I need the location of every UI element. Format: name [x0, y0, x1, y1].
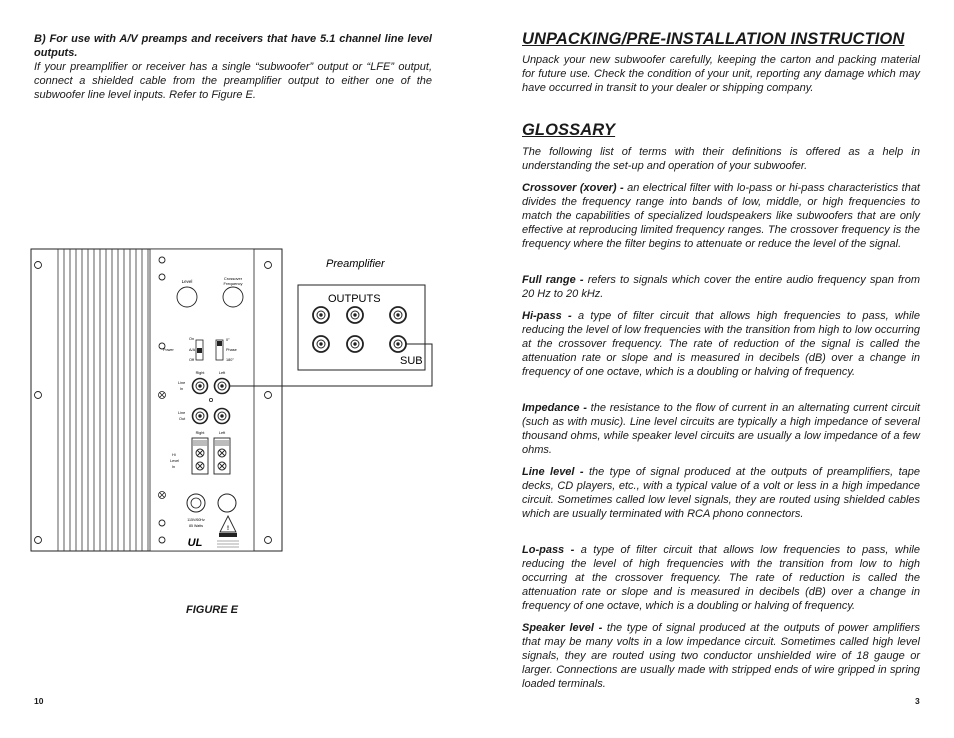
level-label: Level — [181, 279, 193, 284]
outputs-label: OUTPUTS — [328, 293, 381, 305]
glossary-term: Line level - — [522, 466, 584, 478]
unpacking-heading: UNPACKING/PRE-INSTALLATION INSTRUCTION — [522, 30, 905, 48]
glossary-definition: the resistance to the flow of current in an alternating current circuit (such as with music). Line level circuits are typically a high impedance of several thousand ohms, while speaker level circuits are usually a low impedance of a few ohms. — [522, 402, 920, 456]
glossary-entry-lo-pass — [522, 543, 920, 613]
glossary-definition: a type of filter circuit that allows high frequencies to pass, while reducing the level of low frequencies with the transition from high to low occurring at the crossover frequency. The rate of reduction of the signal is called the attenuation rate or slope and is measured in decibels (dB) over a change in frequency of one octave, which is a doubling or halving of frequency. — [522, 310, 920, 378]
warning-exclamation-icon: ! — [227, 526, 229, 532]
glossary-term: Full range - — [522, 274, 584, 286]
glossary-term: Lo-pass - — [522, 544, 575, 556]
glossary-entry-crossover — [522, 181, 920, 251]
page-number-left: 10 — [34, 696, 44, 706]
glossary-entry-speaker-level — [522, 621, 920, 691]
unpacking-body: Unpack your new subwoofer carefully, keeping the carton and packing material for future use. Check the condition of your unit, reporting any damage which may have occurred in transit to your dealer or shipping company. — [522, 54, 920, 94]
glossary-entry-hi-pass — [522, 309, 920, 379]
phase-label: Phase — [226, 348, 237, 352]
hi-left-label: Left — [218, 431, 226, 435]
rating-text: 85 Watts — [188, 524, 204, 528]
hi-in-label: In — [172, 465, 176, 469]
right-label: Right — [195, 371, 205, 375]
ul-logo: UL — [187, 537, 203, 549]
crossover-label: Crossover — [223, 276, 243, 281]
glossary-entry-full-range — [522, 273, 920, 301]
sub-label: SUB — [400, 355, 423, 367]
auto-label: A/A — [189, 348, 196, 352]
glossary-entry-impedance — [522, 401, 920, 457]
intro-body: If your preamplifier or receiver has a single “subwoofer” output or “LFE” output, connect a shielded cable from the preamplifier output to either one of the subwoofer line level inputs. Refer to Figure E. — [34, 61, 432, 101]
line-out-label: Line — [178, 411, 186, 415]
phase-switch-handle — [217, 341, 222, 346]
hi-right-label: Right — [195, 431, 205, 435]
out-label: Out — [179, 417, 186, 421]
glossary-definition: the type of signal produced at the outputs of preamplifiers, tape decks, CD players, etc., with a typical value of a volt or less in a high impedance circuit. Sometimes called low level signals, they are routed using shielded cables which are usually terminated with RCA phono connectors. — [522, 466, 920, 520]
hi-level-label: Level — [170, 459, 180, 463]
power-switch-handle — [197, 348, 202, 353]
glossary-definition: the type of signal produced at the outputs of power amplifiers that may be many volts in a low impedance circuit. Sometimes called high level signals, they are routed using two conductor unshielded wire of 18 gauge or larger. Connections are usually made with stripped ends of wire gripped in spring loaded terminals. — [522, 622, 920, 690]
phase-0-label: 0° — [226, 338, 230, 342]
glossary-term: Crossover (xover) - — [522, 182, 624, 194]
glossary-term: Impedance - — [522, 402, 587, 414]
glossary-intro: The following list of terms with their definitions is offered as a help in understanding the set-up and operation of your subwoofer. — [522, 146, 920, 172]
figure-caption: FIGURE E — [186, 604, 238, 616]
figure-e-diagram — [0, 240, 477, 570]
control-panel — [150, 249, 254, 551]
line-label: Line — [178, 381, 186, 385]
glossary-term: Hi-pass - — [522, 310, 572, 322]
power-label: Power — [163, 348, 174, 352]
caution-strip — [219, 533, 237, 537]
intro-section — [34, 32, 432, 102]
glossary-definition: refers to signals which cover the entire audio frequency span from 20 Hz to 20 kHz. — [522, 274, 921, 300]
right-page — [477, 0, 954, 738]
left-label: Left — [218, 371, 226, 375]
heatsink-fins — [58, 249, 154, 551]
glossary-heading: GLOSSARY — [522, 121, 616, 139]
intro-title: B) For use with A/V preamps and receivers that have 5.1 channel line level outputs. — [34, 33, 432, 59]
on-label: On — [189, 337, 195, 341]
hi-label: Hi — [172, 453, 176, 457]
page-number-right: 3 — [915, 696, 920, 706]
glossary-entry-line-level — [522, 465, 920, 521]
glossary-definition: a type of filter circuit that allows low frequencies to pass, while reducing the level of high frequencies with the transition from low to high occurring at the crossover frequency. The rate of reduction is called the attenuation rate or slope and is measured in decibels (dB) over a change in frequency of one octave, which is a doubling or halving of frequency. — [522, 544, 920, 612]
preamp-label: Preamplifier — [326, 258, 385, 270]
fuse-text: 115V/60Hz — [187, 518, 205, 522]
phase-180-label: 180° — [226, 358, 234, 362]
glossary-definition: an electrical filter with lo-pass or hi-pass characteristics that divides the frequency range into bands of low, middle, or high frequencies to match the capabilities of specialized loudspeakers like subwoofers that are only effective at reproducing limited frequency ranges. The crossover frequency is the frequency where the filter begins to attenuate or reduce the level of the signal. — [522, 182, 920, 250]
frequency-label: Frequency — [223, 281, 243, 286]
in-label: In — [180, 387, 184, 391]
glossary-term: Speaker level - — [522, 622, 603, 634]
off-label: Off — [189, 358, 194, 362]
